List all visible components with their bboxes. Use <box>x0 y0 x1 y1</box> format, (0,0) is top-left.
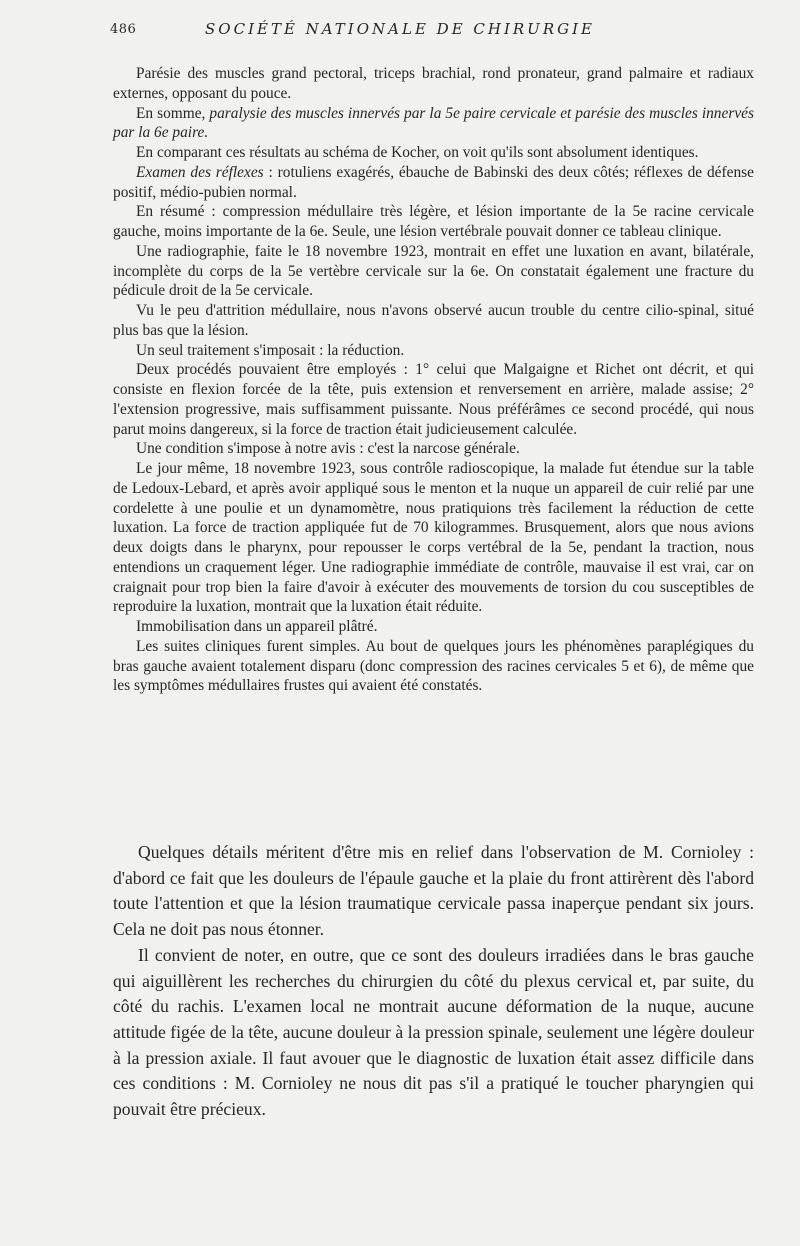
paragraph: Quelques détails méritent d'être mis en relief dans l'observation de M. Cornioley : d'abord ce fait que les douleurs de l'épaule gauche et la plaie du front attirèrent dès l'abord toute l'attention et que la lésion traumatique cervicale passa inaperçue pendant six jours. Cela ne doit pas nous étonner. <box>113 842 754 940</box>
paragraph: Le jour même, 18 novembre 1923, sous contrôle radioscopique, la malade fut étendue sur la table de Ledoux-Lebard, et après avoir appliqué sous le menton et la nuque un appareil de cuir relié par une cordelette à une poulie et un dynamomètre, nous pratiquions très facilement la réduction de cette luxation. La force de traction appliquée fut de 70 kilogrammes. Brusquement, alors que nous avions deux doigts dans le pharynx, pour repousser le corps vertébral de la 5e, pendant la traction, nous entendions un craquement léger. Une radiographie immédiate de contrôle, mauvaise il est vrai, car on craignait pour trop bien la faire d'avoir à exécuter des mouvements de torsion du cou susceptibles de reproduire la luxation, montrait que la luxation était réduite. <box>113 460 754 616</box>
running-head: SOCIÉTÉ NATIONALE DE CHIRURGIE <box>205 20 595 38</box>
paragraph: En comparant ces résultats au schéma de Kocher, on voit qu'ils sont absolument identiques. <box>136 144 699 161</box>
paragraph: Les suites cliniques furent simples. Au bout de quelques jours les phénomènes paraplégiques du bras gauche avaient totalement disparu (donc compression des racines cervicales 5 et 6), de même que les symptômes médullaires frustes qui avaient été constatés. <box>113 637 754 695</box>
paragraph: Immobilisation dans un appareil plâtré. <box>136 618 378 635</box>
page-header <box>110 20 690 42</box>
italic-heading: Examen des réflexes <box>136 163 264 181</box>
paragraph: En résumé : compression médullaire très légère, et lésion importante de la 5e racine cervicale gauche, moins importante de la 6e. Seule, une lésion vertébrale pouvait donner ce tableau clinique. <box>113 203 754 240</box>
paragraph: Parésie des muscles grand pectoral, triceps brachial, rond pronateur, grand palmaire et radiaux externes, opposant du pouce. <box>113 65 754 102</box>
paragraph: Vu le peu d'attrition médullaire, nous n'avons observé aucun trouble du centre cilio-spinal, situé plus bas que la lésion. <box>113 302 754 339</box>
paragraph: Une radiographie, faite le 18 novembre 1923, montrait en effet une luxation en avant, bilatérale, incomplète du corps de la 5e vertèbre cervicale sur la 6e. On constatait également une fracture du pédicule droit de la 5e cervicale. <box>113 242 754 300</box>
case-observation <box>113 64 754 696</box>
paragraph: Il convient de noter, en outre, que ce sont des douleurs irradiées dans le bras gauche qui aiguillèrent les recherches du chirurgien du côté du plexus cervical et, par suite, du côté du rachis. L'examen local ne montrait aucune déformation de la nuque, aucune attitude figée de la tête, aucune douleur à la pression spinale, seulement une légère douleur à la pression axiale. Il faut avouer que le diagnostic de luxation était assez difficile dans ces conditions : M. Cornioley ne nous dit pas s'il a pratiqué le toucher pharyngien qui pouvait être précieux. <box>113 944 754 1120</box>
page-number: 486 <box>110 22 137 37</box>
paragraph-intro: En somme, <box>136 104 206 122</box>
paragraph: Un seul traitement s'imposait : la réduction. <box>136 341 405 359</box>
paragraph: Deux procédés pouvaient être employés : 1° celui que Malgaigne et Richet ont décrit, et qui consiste en flexion forcée de la tête, puis extension et renversement en arrière, malade assise; 2° l'extension progressive, mais suffisamment puissante. Nous préférâmes ce second procédé, qui nous parut moins dangereux, si la force de traction était judicieusement calculée. <box>113 361 754 438</box>
paragraph <box>113 104 754 144</box>
paragraph: Une condition s'impose à notre avis : c'est la narcose générale. <box>136 440 520 458</box>
italic-conclusion: paralysie des muscles innervés par la 5e paire cervicale et parésie des muscles innervés par la 6e paire. <box>113 104 754 142</box>
paragraph-text: : rotuliens exagérés, ébauche de Babinski des deux côtés; réflexes de défense positif, médio-pubien normal. <box>113 163 754 201</box>
commentary <box>113 840 754 1123</box>
paragraph <box>113 163 754 203</box>
